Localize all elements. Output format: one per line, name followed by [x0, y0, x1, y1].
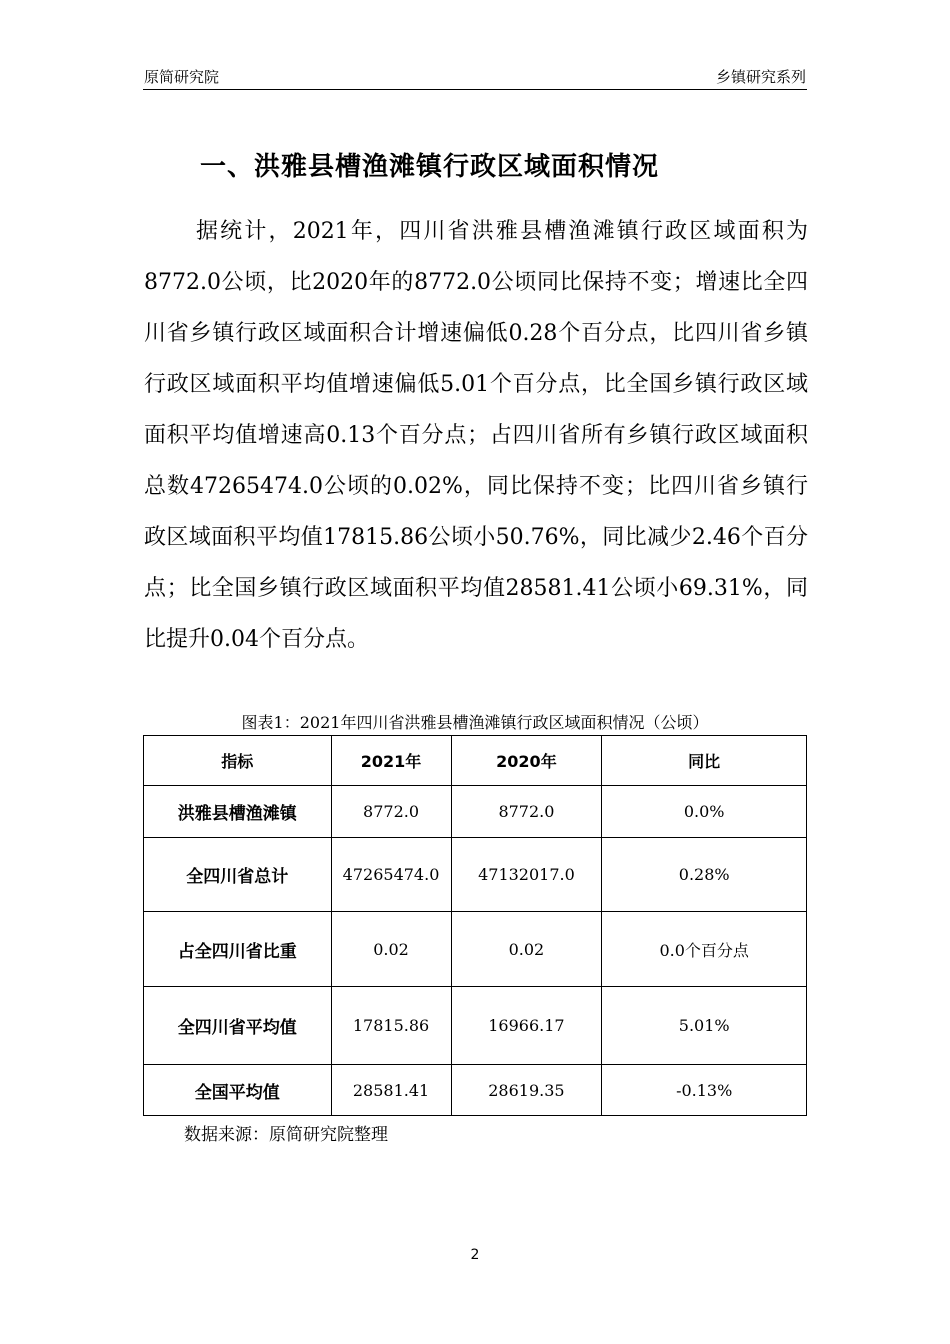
cell-yoy: 0.0%: [602, 786, 807, 838]
row-label: 洪雅县槽渔滩镇: [144, 786, 332, 838]
table-row: [144, 912, 807, 987]
cell-2021: 47265474.0: [331, 838, 451, 912]
table-row: [144, 987, 807, 1065]
row-label: 全国平均值: [144, 1065, 332, 1116]
body-paragraph: 据统计，2021年，四川省洪雅县槽渔滩镇行政区域面积为8772.0公顷，比2020年的8772.0公顷同比保持不变；增速比全四川省乡镇行政区域面积合计增速偏低0.28个百分点，比四川省乡镇行政区域面积平均值增速偏低5.01个百分点，比全国乡镇行政区域面积平均值增速高0.13个百分点；占四川省所有乡镇行政区域面积总数47265474.0公顷的0.02%，同比保持不变；比四川省乡镇行政区域面积平均值17815.86公顷小50.76%，同比减少2.46个百分点；比全国乡镇行政区域面积平均值28581.41公顷小69.31%，同比提升0.04个百分点。: [144, 219, 808, 652]
header-2021: 2021年: [331, 736, 451, 786]
cell-2021: 17815.86: [331, 987, 451, 1065]
cell-2020: 47132017.0: [451, 838, 602, 912]
cell-2021: 8772.0: [331, 786, 451, 838]
row-label: 占全四川省比重: [144, 912, 332, 987]
header-2020: 2020年: [451, 736, 602, 786]
data-source-note: 数据来源：原简研究院整理: [184, 1125, 388, 1145]
cell-2020: 8772.0: [451, 786, 602, 838]
section-title: 一、洪雅县槽渔滩镇行政区域面积情况: [200, 152, 660, 182]
table-header-row: [144, 736, 807, 786]
cell-yoy: 0.0个百分点: [602, 912, 807, 987]
cell-2021: 0.02: [331, 912, 451, 987]
cell-2020: 16966.17: [451, 987, 602, 1065]
cell-yoy: 0.28%: [602, 838, 807, 912]
table-row: [144, 838, 807, 912]
header-left-org: 原简研究院: [144, 68, 220, 86]
area-table: [143, 735, 807, 1116]
header-divider: [143, 89, 807, 90]
cell-2021: 28581.41: [331, 1065, 451, 1116]
header-indicator: 指标: [144, 736, 332, 786]
row-label: 全四川省平均值: [144, 987, 332, 1065]
header-right-series: 乡镇研究系列: [715, 68, 806, 86]
table-row: [144, 786, 807, 838]
row-label: 全四川省总计: [144, 838, 332, 912]
cell-yoy: 5.01%: [602, 987, 807, 1065]
table-caption: 图表1：2021年四川省洪雅县槽渔滩镇行政区域面积情况（公顷）: [241, 713, 709, 732]
table-row: [144, 1065, 807, 1116]
header-yoy: 同比: [602, 736, 807, 786]
cell-yoy: -0.13%: [602, 1065, 807, 1116]
cell-2020: 28619.35: [451, 1065, 602, 1116]
page-number: 2: [470, 1247, 480, 1263]
cell-2020: 0.02: [451, 912, 602, 987]
